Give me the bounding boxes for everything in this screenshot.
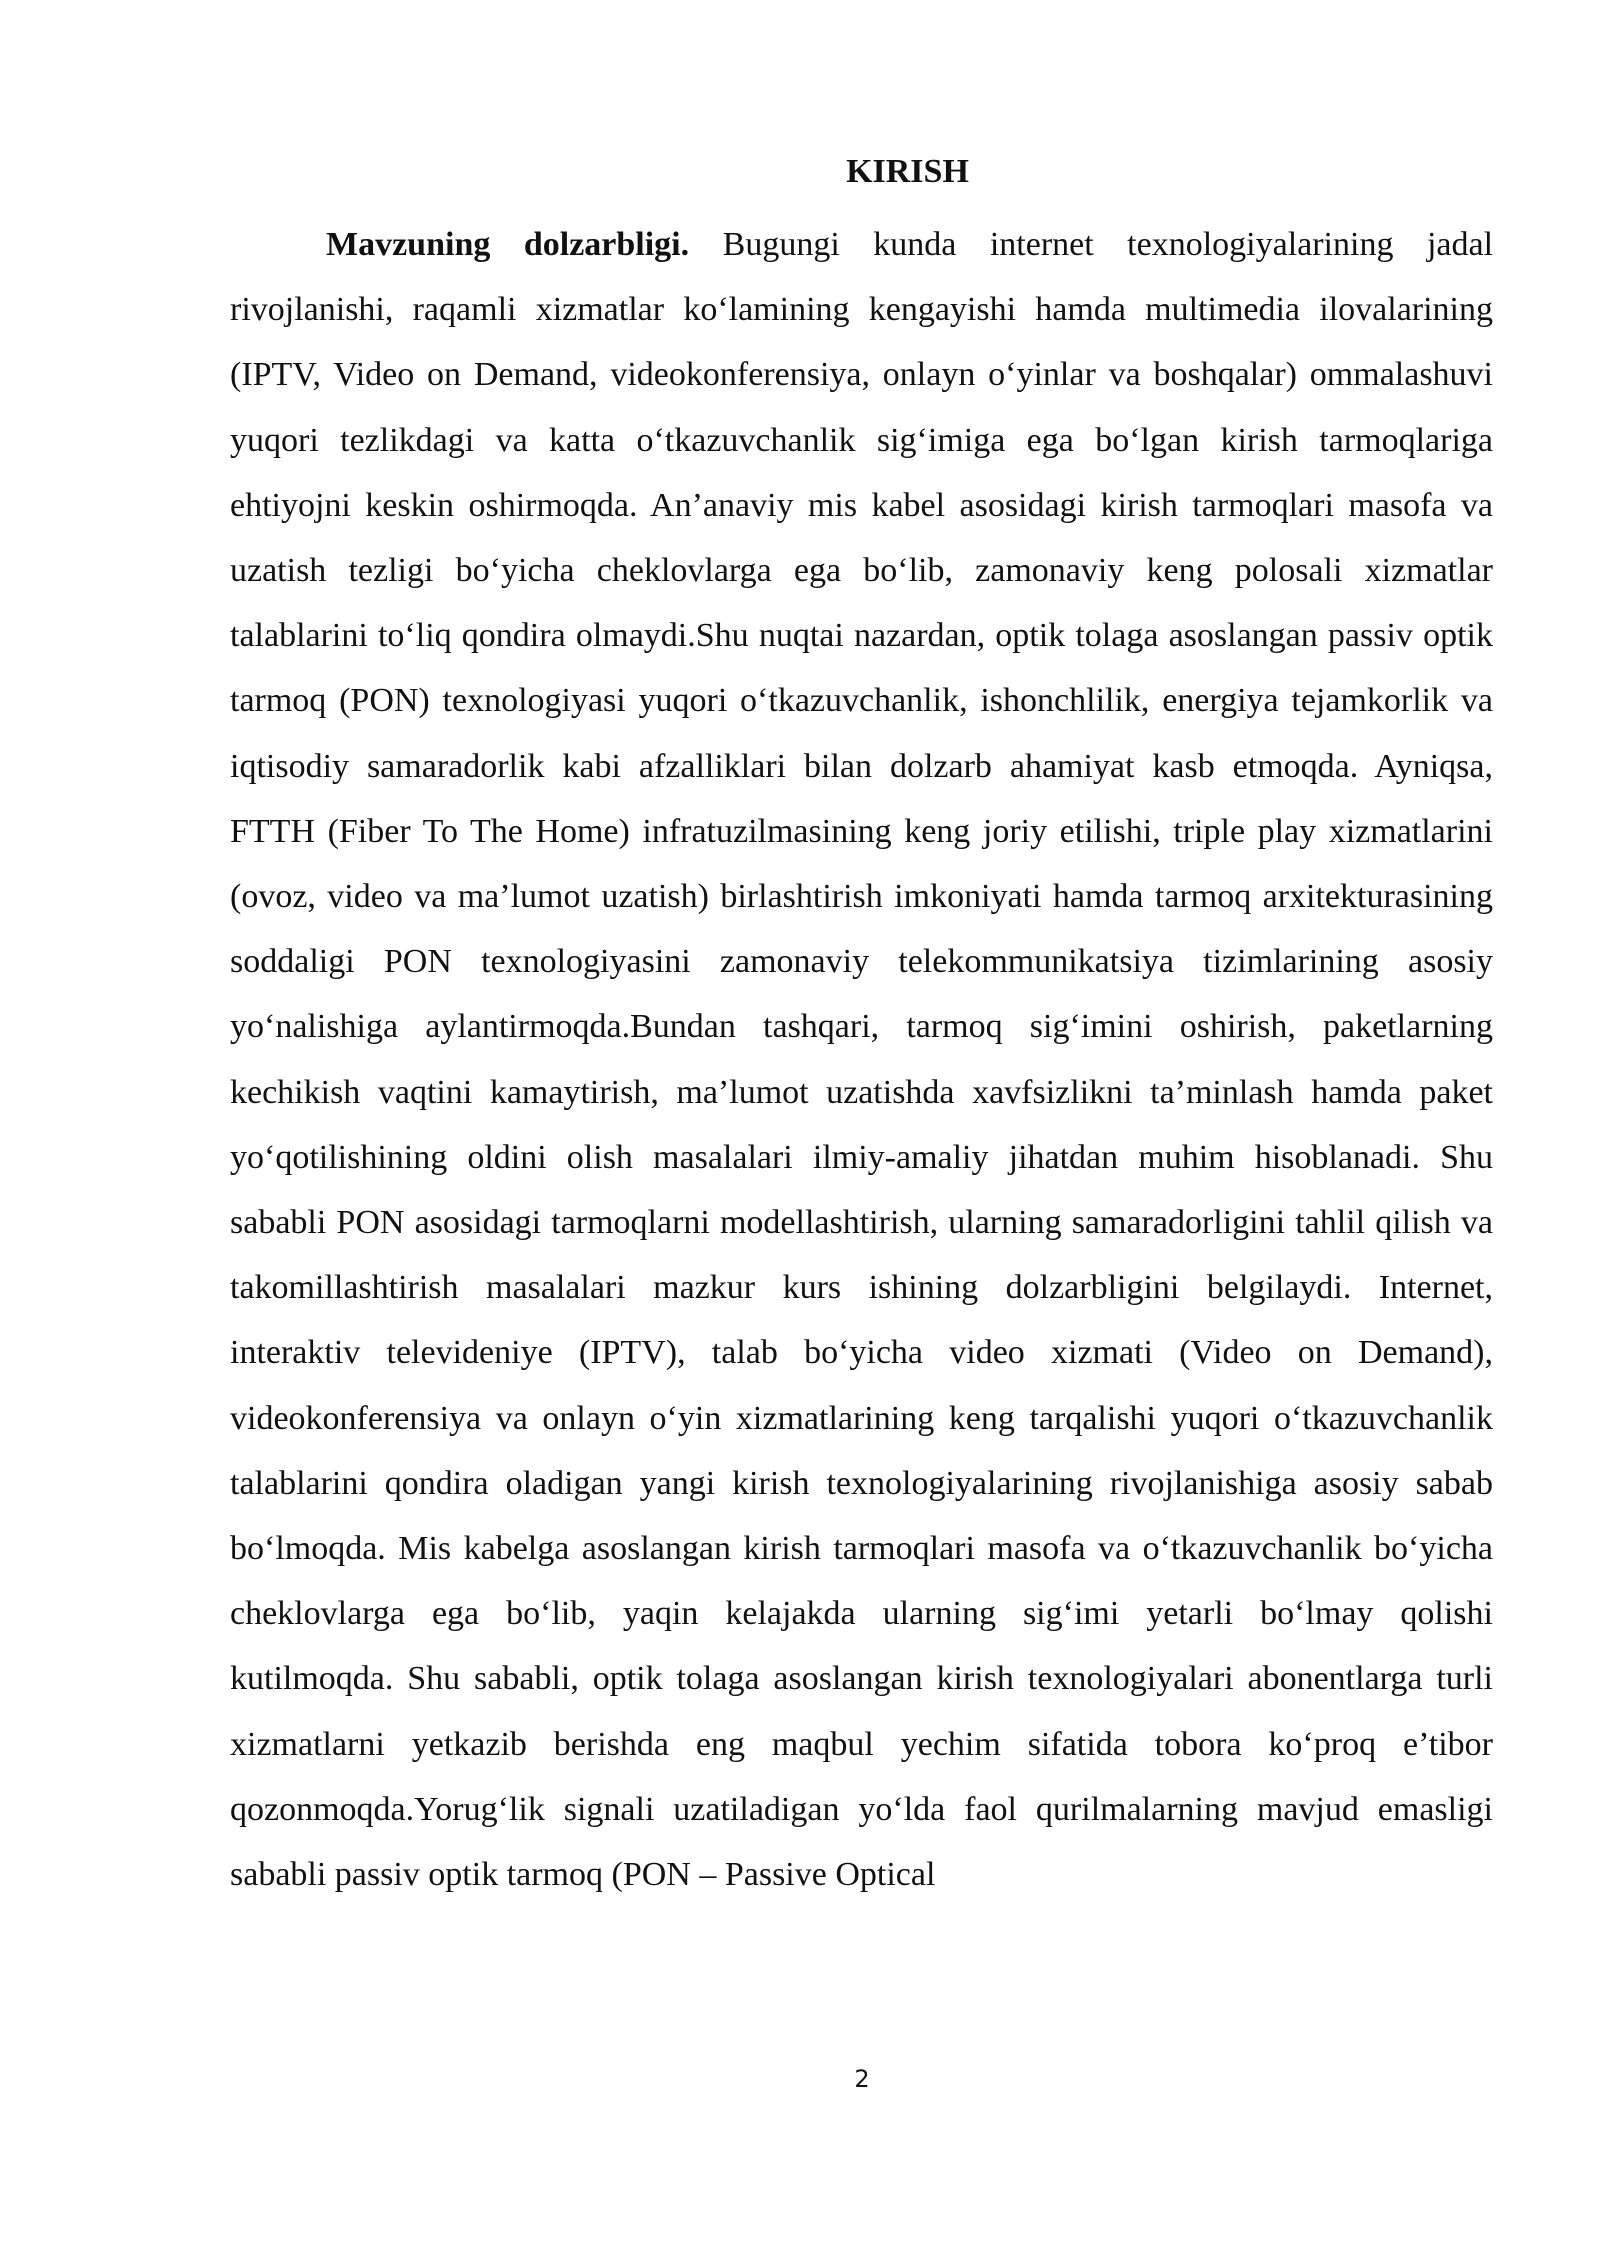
page-number: 2 [854,2065,870,2093]
section-heading: KIRISH [846,153,969,190]
paragraph-text: Bugungi kunda internet texnologiyalarining jadal rivojlanishi, raqamli xizmatlar koʻlamining kengayishi hamda multimedia ilovalarining (IPTV, Video on Demand, videokonferensiya, onlayn oʻyinlar va boshqalar) ommalashuvi yuqori tezlikdagi va katta oʻtkazuvchanlik sigʻimiga ega boʻlgan kirish tarmoqlariga ehtiyojni keskin oshirmoqda. An’anaviy mis kabel asosidagi kirish tarmoqlari masofa va uzatish tezligi boʻyicha cheklovlarga ega boʻlib, zamonaviy keng polosali xizmatlar talablarini toʻliq qondira olmaydi.Shu nuqtai nazardan, optik tolaga asoslangan passiv optik tarmoq (PON) texnologiyasi yuqori oʻtkazuvchanlik, ishonchlilik, energiya tejamkorlik va iqtisodiy samaradorlik kabi afzalliklari bilan dolzarb ahamiyat kasb etmoqda. Ayniqsa, FTTH (Fiber To The Home) infratuzilmasining keng joriy etilishi, triple play xizmatlarini (ovoz, video va ma’lumot uzatish) birlashtirish imkoniyati hamda tarmoq arxitekturasining soddaligi PON texnologiyasini zamonaviy telekommunikatsiya tizimlarining asosiy yoʻnalishiga aylantirmoqda.Bundan tashqari, tarmoq sigʻimini oshirish, paketlarning kechikish vaqtini kamaytirish, ma’lumot uzatishda xavfsizlikni ta’minlash hamda paket yoʻqotilishining oldini olish masalalari ilmiy-amaliy jihatdan muhim hisoblanadi. Shu sababli PON asosidagi tarmoqlarni modellashtirish, ularning samaradorligini tahlil qilish va takomillashtirish masalalari mazkur kurs ishining dolzarbligini belgilaydi. Internet, interaktiv televideniye (IPTV), talab boʻyicha video xizmati (Video on Demand), videokonferensiya va onlayn oʻyin xizmatlarining keng tarqalishi yuqori oʻtkazuvchanlik talablarini qondira oladigan yangi kirish texnologiyalarining rivojlanishiga asosiy sabab boʻlmoqda. Mis kabelga asoslangan kirish tarmoqlari masofa va oʻtkazuvchanlik boʻyicha cheklovlarga ega boʻlib, yaqin kelajakda ularning sigʻimi yetarli boʻlmay qolishi kutilmoqda. Shu sababli, optik tolaga asoslangan kirish texnologiyalari abonentlarga turli xizmatlarni yetkazib berishda eng maqbul yechim sifatida tobora koʻproq e’tibor qozonmoqda.Yorugʻlik signali uzatiladigan yoʻlda faol qurilmalarning mavjud emasligi sababli passiv optik tarmoq (PON – Passive Optical [230,226,1494,1894]
paragraph-lead: Mavzuning dolzarbligi. [326,226,690,263]
body-paragraph [230,212,1493,1907]
